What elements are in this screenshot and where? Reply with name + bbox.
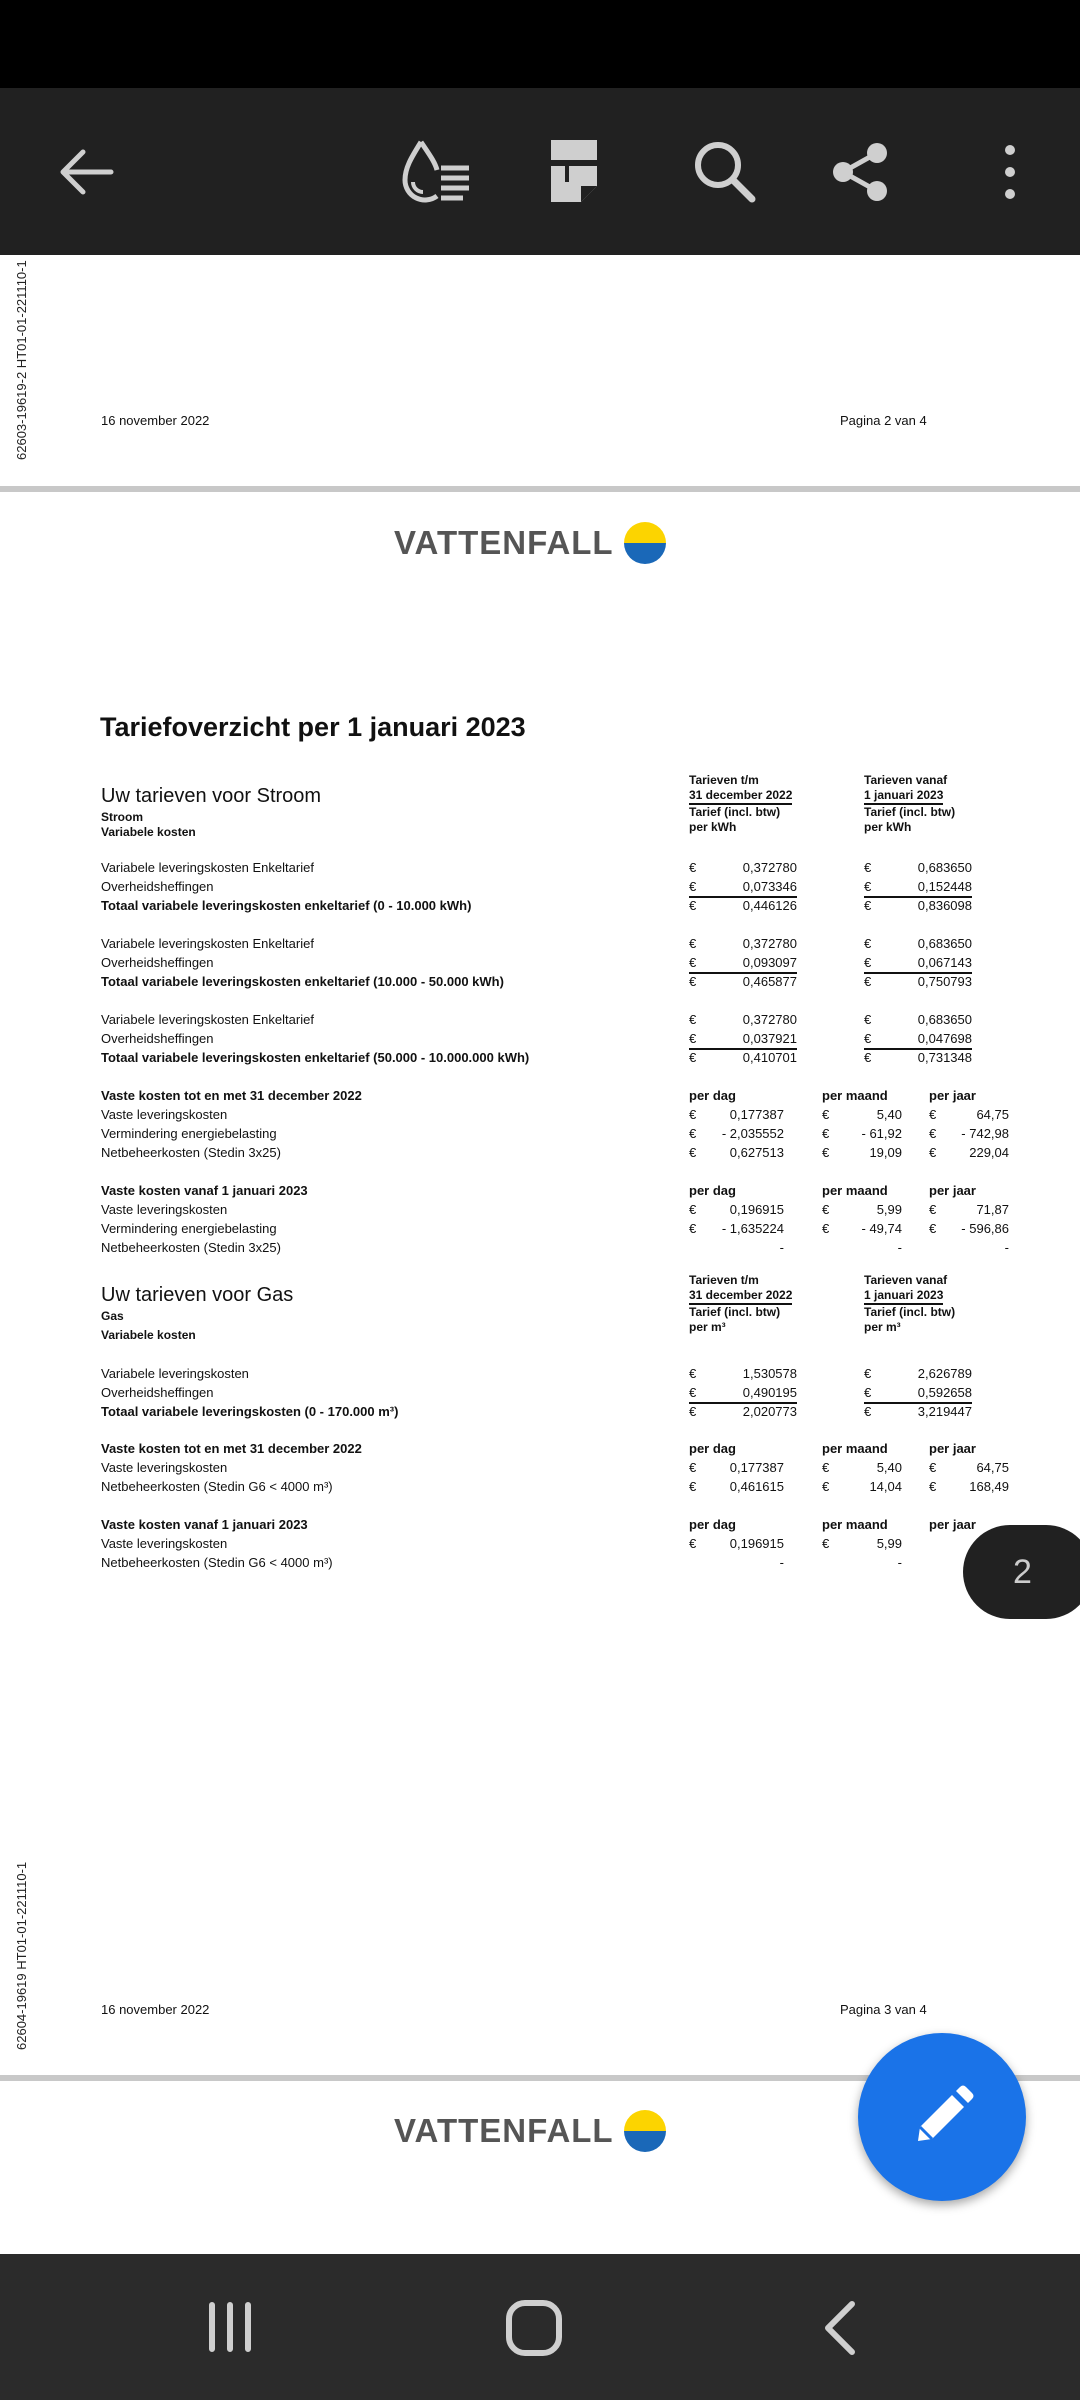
- tariff-value: 0,037921: [689, 1029, 797, 1050]
- column-header-2023: [864, 1273, 955, 1335]
- fixed-value: 14,04: [869, 1479, 902, 1494]
- row-label: Overheidsheffingen: [101, 1385, 214, 1400]
- row-label: Totaal variabele leveringskosten enkeltarief (0 - 10.000 kWh): [101, 898, 472, 913]
- recent-apps-icon: [202, 2299, 258, 2355]
- tariff-value: 0,490195: [689, 1383, 797, 1404]
- column-header-2022: [689, 773, 792, 835]
- period-label: per jaar: [929, 1088, 976, 1103]
- euro-sign: €: [929, 1202, 937, 1217]
- tariff-value: 0,372780: [742, 1012, 797, 1027]
- fixed-value: 5,40: [876, 1107, 902, 1122]
- table-row: [101, 877, 1031, 896]
- row-label: Totaal variabele leveringskosten enkeltarief (10.000 - 50.000 kWh): [101, 974, 504, 989]
- fixed-value: 71,87: [976, 1202, 1009, 1217]
- status-bar: [0, 0, 1080, 88]
- tariff-value: 0,731348: [917, 1050, 972, 1065]
- search-icon: [692, 139, 758, 205]
- euro-sign: €: [864, 955, 872, 970]
- search-button[interactable]: [680, 88, 770, 255]
- fixed-value: 5,99: [876, 1202, 902, 1217]
- euro-sign: €: [864, 898, 872, 913]
- tariff-value: 0,836098: [917, 898, 972, 913]
- euro-sign: €: [689, 1050, 697, 1065]
- fixed-costs-heading: Vaste kosten tot en met 31 december 2022: [101, 1088, 362, 1103]
- euro-sign: €: [929, 1221, 937, 1236]
- euro-sign: €: [689, 1202, 697, 1217]
- fixed-costs-header: [101, 1439, 1031, 1458]
- column-header-2023-line: 1 januari 2023: [864, 1288, 943, 1305]
- back-button[interactable]: [40, 88, 130, 255]
- fixed-value: - 61,92: [861, 1126, 902, 1141]
- edit-pencil-icon: [906, 2081, 978, 2153]
- fixed-value: - 1,635224: [721, 1221, 784, 1236]
- fixed-costs-header: [101, 1086, 1031, 1105]
- euro-sign: €: [689, 1404, 697, 1419]
- column-header-2022-line: per kWh: [689, 820, 737, 834]
- row-label: Vermindering energiebelasting: [101, 1221, 277, 1236]
- column-header-2022-line: 31 december 2022: [689, 788, 792, 805]
- table-row: [101, 858, 1031, 877]
- euro-sign: €: [864, 1031, 872, 1046]
- fixed-value: -: [897, 1240, 902, 1255]
- column-header-2023-line: per kWh: [864, 820, 912, 834]
- navigation-bar: [0, 2254, 1080, 2400]
- tariff-value: 3,219447: [917, 1404, 972, 1419]
- footer-page-number: Pagina 3 van 4: [840, 2002, 927, 2017]
- variable-costs-label: Variabele kosten: [101, 825, 196, 839]
- row-label: Netbeheerkosten (Stedin 3x25): [101, 1145, 281, 1160]
- euro-sign: €: [929, 1479, 937, 1494]
- vattenfall-logo: [394, 2110, 666, 2152]
- row-label: Overheidsheffingen: [101, 1031, 214, 1046]
- fixed-value: 229,04: [969, 1145, 1009, 1160]
- tariff-value: 0,410701: [742, 1050, 797, 1065]
- nav-back-button[interactable]: [800, 2288, 880, 2368]
- table-row: [101, 1238, 1031, 1257]
- column-header-2023-line: per m³: [864, 1320, 901, 1334]
- tariff-value: 1,530578: [742, 1366, 797, 1381]
- fixed-value: - 49,74: [861, 1221, 902, 1236]
- share-icon: [829, 141, 891, 203]
- tariff-value: 0,683650: [917, 1012, 972, 1027]
- euro-sign: €: [929, 1126, 937, 1141]
- tariff-value: 0,152448: [864, 877, 972, 898]
- euro-sign: €: [822, 1221, 830, 1236]
- table-row: [101, 1105, 1031, 1124]
- logo-text: VATTENFALL: [394, 2112, 614, 2149]
- euro-sign: €: [822, 1460, 830, 1475]
- gas-heading: Uw tarieven voor Gas: [101, 1284, 294, 1306]
- stroom-heading: Uw tarieven voor Stroom: [101, 785, 322, 807]
- footer-date: 16 november 2022: [101, 413, 210, 428]
- fixed-value: 64,75: [976, 1107, 1009, 1122]
- table-row: [101, 1143, 1031, 1162]
- gas-sub: Gas: [101, 1309, 124, 1323]
- fixed-value: -: [779, 1240, 784, 1255]
- row-label: Variabele leveringskosten Enkeltarief: [101, 936, 314, 951]
- tariff-value: 0,047698: [864, 1029, 972, 1050]
- page-title: Tariefoverzicht per 1 januari 2023: [100, 712, 526, 742]
- row-label: Vaste leveringskosten: [101, 1460, 228, 1475]
- logo-circle-icon: [624, 2110, 666, 2152]
- euro-sign: €: [864, 1012, 872, 1027]
- table-row: [101, 1219, 1031, 1238]
- logo-circle-icon: [624, 522, 666, 564]
- euro-sign: €: [864, 1366, 872, 1381]
- fixed-value: 0,461615: [729, 1479, 784, 1494]
- euro-sign: €: [689, 1126, 697, 1141]
- euro-sign: €: [689, 1366, 697, 1381]
- fixed-value: 168,49: [969, 1479, 1009, 1494]
- column-header-2023-line: Tarieven vanaf: [864, 773, 948, 787]
- column-header-2022-line: Tarieven t/m: [689, 773, 759, 787]
- tariff-value: 0,465877: [742, 974, 797, 989]
- fixed-value: -: [1004, 1240, 1009, 1255]
- tariff-value: 0,683650: [917, 860, 972, 875]
- tariff-value: 0,446126: [742, 898, 797, 913]
- fixed-value: - 742,98: [961, 1126, 1009, 1141]
- table-row: [101, 1010, 1031, 1029]
- edit-button[interactable]: [858, 2033, 1026, 2201]
- footer-date: 16 november 2022: [101, 2002, 210, 2017]
- page-layout-button[interactable]: [530, 88, 620, 255]
- table-row: [101, 1029, 1031, 1048]
- fixed-costs-heading: Vaste kosten vanaf 1 januari 2023: [101, 1183, 308, 1198]
- column-header-2022-line: Tarief (incl. btw): [689, 805, 781, 819]
- euro-sign: €: [864, 1050, 872, 1065]
- euro-sign: €: [864, 936, 872, 951]
- table-row: [101, 1553, 1031, 1572]
- euro-sign: €: [689, 898, 697, 913]
- table-row: [101, 1534, 1031, 1553]
- home-button[interactable]: [494, 2288, 574, 2368]
- row-label: Netbeheerkosten (Stedin G6 < 4000 m³): [101, 1479, 333, 1494]
- euro-sign: €: [864, 974, 872, 989]
- column-header-2023-line: 1 januari 2023: [864, 788, 943, 805]
- euro-sign: €: [822, 1107, 830, 1122]
- page-indicator: 2: [963, 1525, 1080, 1619]
- euro-sign: €: [929, 1145, 937, 1160]
- euro-sign: €: [689, 1145, 697, 1160]
- back-icon: [820, 2298, 860, 2358]
- euro-sign: €: [689, 1012, 697, 1027]
- arrow-back-icon: [55, 147, 115, 197]
- page-separator: [0, 486, 1080, 492]
- table-row: [101, 1477, 1031, 1496]
- table-row: [101, 934, 1031, 953]
- table-row: [101, 1200, 1031, 1219]
- row-label: Variabele leveringskosten Enkeltarief: [101, 860, 314, 875]
- fixed-value: -: [897, 1555, 902, 1570]
- recent-apps-button[interactable]: [190, 2294, 270, 2360]
- table-row: [101, 1402, 1031, 1421]
- euro-sign: €: [929, 1460, 937, 1475]
- fixed-value: 0,177387: [729, 1107, 784, 1122]
- euro-sign: €: [864, 1385, 872, 1400]
- column-header-2023-line: Tarieven vanaf: [864, 1273, 948, 1287]
- tariff-value: 0,750793: [917, 974, 972, 989]
- period-label: per dag: [689, 1183, 736, 1198]
- euro-sign: €: [864, 860, 872, 875]
- fixed-value: 0,627513: [729, 1145, 784, 1160]
- share-button[interactable]: [815, 88, 905, 255]
- document-code: 62604-19619 HT01-01-221110-1: [14, 1861, 29, 2050]
- table-row: [101, 1124, 1031, 1143]
- fixed-value: 19,09: [869, 1145, 902, 1160]
- tariff-value: 0,683650: [917, 936, 972, 951]
- logo-text: VATTENFALL: [394, 524, 614, 561]
- euro-sign: €: [689, 1107, 697, 1122]
- row-label: Overheidsheffingen: [101, 955, 214, 970]
- euro-sign: €: [822, 1145, 830, 1160]
- euro-sign: €: [864, 879, 872, 894]
- period-label: per maand: [822, 1517, 888, 1532]
- stroom-sub: Stroom: [101, 810, 143, 824]
- euro-sign: €: [822, 1126, 830, 1141]
- row-label: Vaste leveringskosten: [101, 1202, 228, 1217]
- euro-sign: €: [689, 1479, 697, 1494]
- fixed-value: 0,177387: [729, 1460, 784, 1475]
- fixed-value: 5,40: [876, 1460, 902, 1475]
- fixed-value: - 2,035552: [721, 1126, 784, 1141]
- tariff-value: 0,073346: [689, 877, 797, 898]
- table-row: [101, 896, 1031, 915]
- more-options-button[interactable]: [970, 88, 1050, 255]
- reading-mode-icon: [397, 134, 473, 210]
- row-label: Totaal variabele leveringskosten (0 - 170.000 m³): [101, 1404, 399, 1419]
- column-header-2022-line: Tarief (incl. btw): [689, 1305, 781, 1319]
- row-label: Netbeheerkosten (Stedin G6 < 4000 m³): [101, 1555, 333, 1570]
- fixed-value: 0,196915: [729, 1536, 784, 1551]
- fixed-value: 5,99: [876, 1536, 902, 1551]
- euro-sign: €: [689, 974, 697, 989]
- vattenfall-logo: [394, 522, 666, 564]
- row-label: Variabele leveringskosten Enkeltarief: [101, 1012, 314, 1027]
- euro-sign: €: [689, 1536, 697, 1551]
- table-row: [101, 1458, 1031, 1477]
- toolbar: [0, 88, 1080, 255]
- euro-sign: €: [864, 1404, 872, 1419]
- variable-costs-label: Variabele kosten: [101, 1328, 196, 1342]
- euro-sign: €: [689, 1385, 697, 1400]
- document-code: 62603-19619-2 HT01-01-221110-1: [14, 260, 29, 460]
- more-options-icon: [1000, 142, 1020, 202]
- tariff-value: 0,067143: [864, 953, 972, 974]
- row-label: Totaal variabele leveringskosten enkeltarief (50.000 - 10.000.000 kWh): [101, 1050, 530, 1065]
- euro-sign: €: [689, 936, 697, 951]
- footer-page-number: Pagina 2 van 4: [840, 413, 927, 428]
- period-label: per jaar: [929, 1517, 976, 1532]
- euro-sign: €: [689, 955, 697, 970]
- period-label: per maand: [822, 1183, 888, 1198]
- period-label: per maand: [822, 1088, 888, 1103]
- fixed-value: 0,196915: [729, 1202, 784, 1217]
- table-row: [101, 1364, 1031, 1383]
- tariff-value: 2,626789: [917, 1366, 972, 1381]
- fixed-value: 64,75: [976, 1460, 1009, 1475]
- euro-sign: €: [689, 1460, 697, 1475]
- row-label: Vermindering energiebelasting: [101, 1126, 277, 1141]
- column-header-2023-line: Tarief (incl. btw): [864, 805, 956, 819]
- tariff-value: 0,372780: [742, 936, 797, 951]
- period-label: per dag: [689, 1517, 736, 1532]
- euro-sign: €: [689, 1031, 697, 1046]
- tariff-value: 0,592658: [864, 1383, 972, 1404]
- page-layout-icon: [545, 136, 605, 208]
- column-header-2022-line: per m³: [689, 1320, 726, 1334]
- fixed-costs-heading: Vaste kosten vanaf 1 januari 2023: [101, 1517, 308, 1532]
- tariff-value: 0,372780: [742, 860, 797, 875]
- column-header-2022-line: Tarieven t/m: [689, 1273, 759, 1287]
- column-header-2023: [864, 773, 955, 835]
- column-header-2023-line: Tarief (incl. btw): [864, 1305, 956, 1319]
- tariff-value: 2,020773: [742, 1404, 797, 1419]
- period-label: per jaar: [929, 1183, 976, 1198]
- table-row: [101, 972, 1031, 991]
- table-row: [101, 953, 1031, 972]
- reading-mode-button[interactable]: [390, 88, 480, 255]
- row-label: Overheidsheffingen: [101, 879, 214, 894]
- fixed-costs-header: [101, 1515, 1031, 1534]
- fixed-value: - 596,86: [961, 1221, 1009, 1236]
- period-label: per dag: [689, 1088, 736, 1103]
- euro-sign: €: [689, 860, 697, 875]
- fixed-costs-heading: Vaste kosten tot en met 31 december 2022: [101, 1441, 362, 1456]
- home-icon: [504, 2298, 564, 2358]
- fixed-costs-header: [101, 1181, 1031, 1200]
- row-label: Vaste leveringskosten: [101, 1107, 228, 1122]
- period-label: per jaar: [929, 1441, 976, 1456]
- column-header-2022: [689, 1273, 792, 1335]
- euro-sign: €: [689, 1221, 697, 1236]
- period-label: per maand: [822, 1441, 888, 1456]
- tariff-value: 0,093097: [689, 953, 797, 974]
- fixed-value: -: [779, 1555, 784, 1570]
- column-header-2022-line: 31 december 2022: [689, 1288, 792, 1305]
- euro-sign: €: [929, 1107, 937, 1122]
- euro-sign: €: [689, 879, 697, 894]
- period-label: per dag: [689, 1441, 736, 1456]
- row-label: Variabele leveringskosten: [101, 1366, 249, 1381]
- euro-sign: €: [822, 1479, 830, 1494]
- table-row: [101, 1048, 1031, 1067]
- table-row: [101, 1383, 1031, 1402]
- euro-sign: €: [822, 1202, 830, 1217]
- row-label: Netbeheerkosten (Stedin 3x25): [101, 1240, 281, 1255]
- euro-sign: €: [822, 1536, 830, 1551]
- row-label: Vaste leveringskosten: [101, 1536, 228, 1551]
